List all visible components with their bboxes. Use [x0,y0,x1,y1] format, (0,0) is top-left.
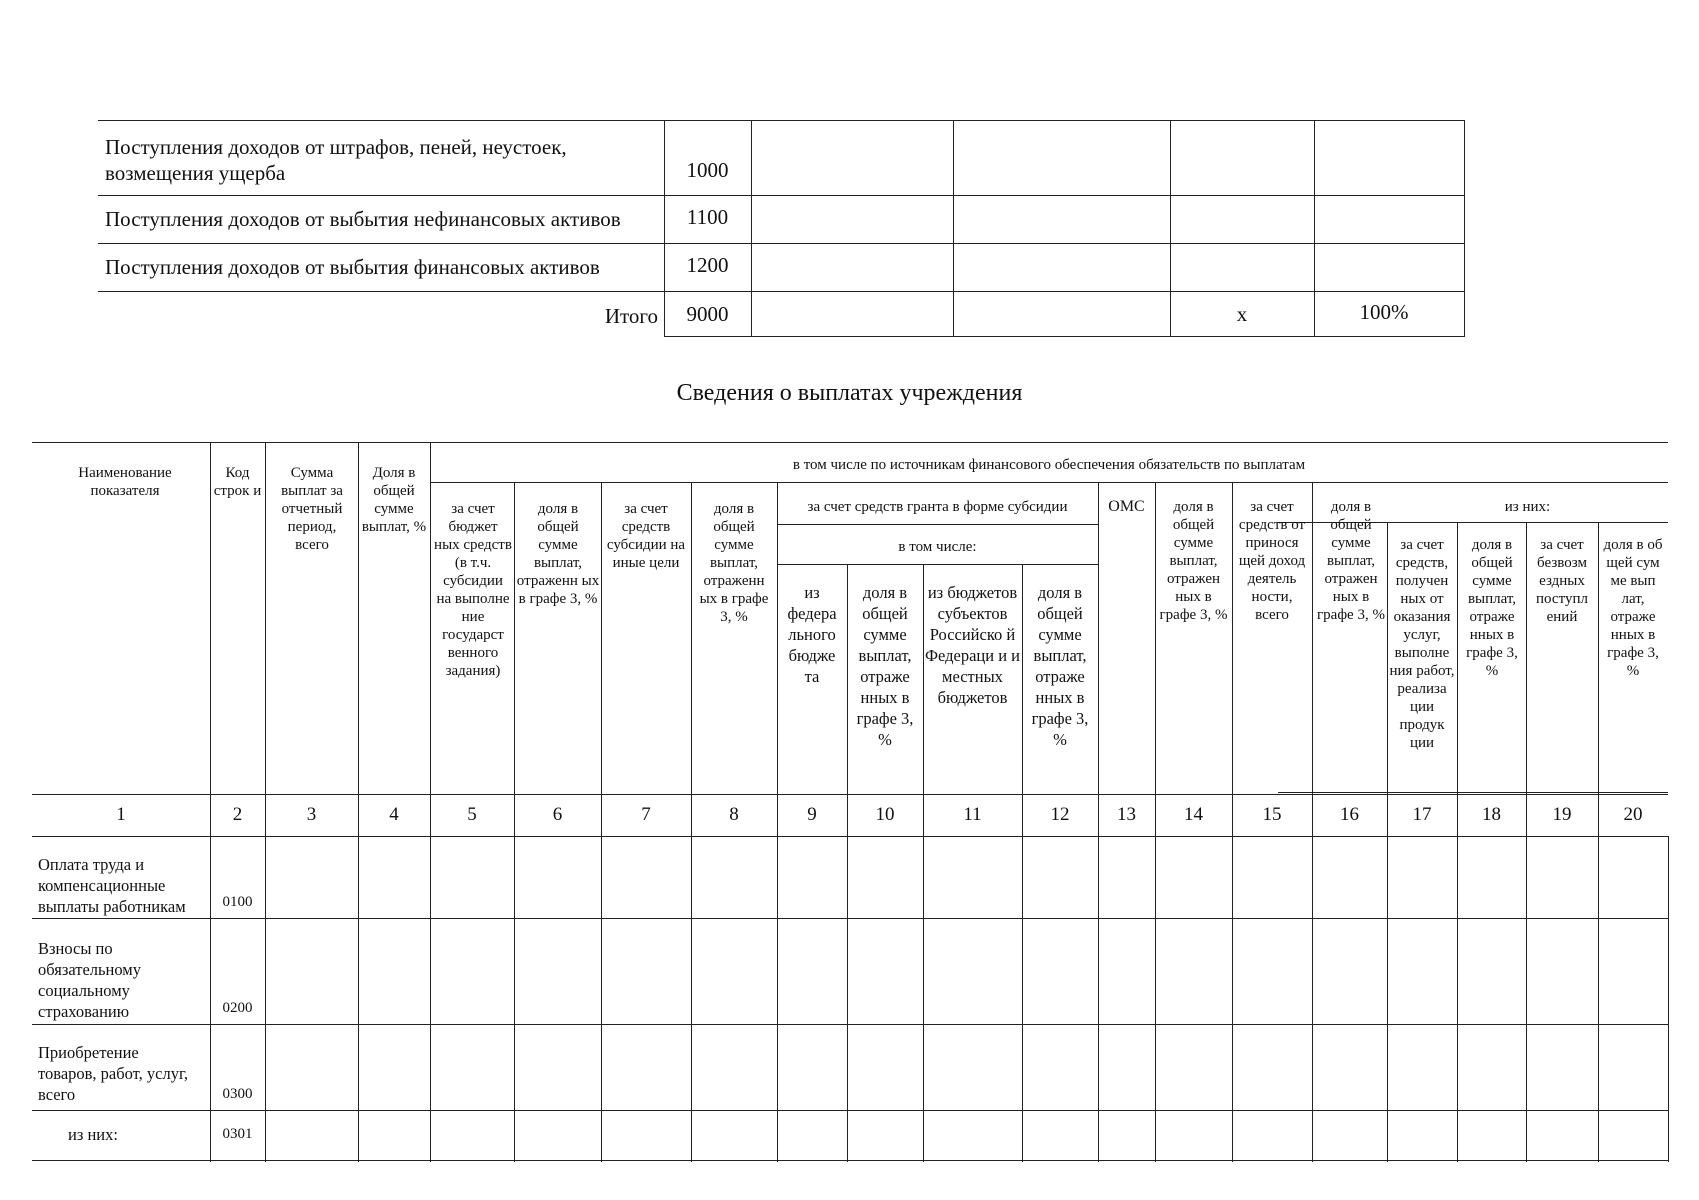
header-grant: за счет средств гранта в форме субсидии [807,499,1068,515]
section-title: Сведения о выплатах учреждения [676,380,1023,406]
column-number-8: 8 [729,804,739,825]
header-col14: доля в общей сумме выплат, отражен ных в графе 3, % [1159,499,1228,623]
row-code-of-them: 0301 [222,1126,253,1142]
total-col4: x [1236,302,1248,326]
column-number-13: 13 [1117,804,1136,825]
row-code-insurance: 0200 [222,1000,253,1016]
row-label-purchases: Приобретение товаров, работ, услуг, всего [38,1043,188,1104]
column-number-20: 20 [1623,804,1643,825]
header-col19: за счет безвозм ездных поступл ений [1536,537,1588,625]
column-number-3: 3 [306,804,317,825]
row-label-of-them: из них: [68,1125,118,1144]
column-number-6: 6 [552,804,563,825]
row-code-nonfinancial: 1100 [686,205,729,229]
header-col7: за счет средств субсидии на иные цели [606,501,686,571]
row-label-salary: Оплата труда и компенсационные выплаты работникам [38,855,186,916]
column-number-4: 4 [389,804,399,825]
column-number-12: 12 [1050,804,1070,825]
header-col15: за счет средств от принося щей доход деятель ности, всего [1238,499,1306,623]
total-col5: 100% [1359,300,1409,324]
column-number-9: 9 [807,804,817,825]
header-sum: Сумма выплат за отчетный период, всего [281,465,343,553]
column-number-16: 16 [1340,804,1359,825]
row-label-fines: Поступления доходов от штрафов, пеней, неустоек, возмещения ущерба [105,135,567,185]
header-sources: в том числе по источникам финансового обеспечения обязательств по выплатам [792,457,1306,473]
column-number-1: 1 [116,804,126,825]
row-code-financial: 1200 [686,253,729,277]
row-label-insurance: Взносы по обязательному социальному страхованию [38,939,141,1021]
total-code: 9000 [686,302,729,326]
total-label: Итого [604,304,658,328]
header-col18: доля в общей сумме выплат, отраже нных в графе 3, % [1466,537,1518,679]
row-label-nonfinancial: Поступления доходов от выбытия нефинансовых активов [105,207,621,231]
header-name: Наименование показателя [78,465,172,499]
column-number-14: 14 [1184,804,1203,825]
income-table [98,120,1464,337]
header-col10: доля в общей сумме выплат, отраже нных в графе 3, % [856,583,914,749]
column-number-5: 5 [467,804,477,825]
header-col16: доля в общей сумме выплат, отражен ных в графе 3, % [1317,499,1385,623]
row-code-salary: 0100 [222,894,253,910]
header-code: Код строк и [213,465,262,499]
column-number-2: 2 [232,804,243,825]
header-col13: ОМС [1108,498,1145,515]
row-label-financial: Поступления доходов от выбытия финансовых активов [105,255,600,279]
header-col17: за счет средств, получен ных от оказания услуг, выполне ния работ, реализа ции продук ции [1389,537,1455,751]
column-number-15: 15 [1262,804,1282,825]
row-code-fines: 1000 [686,158,729,182]
header-of-them: из них: [1504,499,1551,515]
column-number-18: 18 [1482,804,1501,825]
header-col20: доля в об щей сум ме вып лат, отраже нных в графе 3, % [1603,537,1663,679]
header-col8: доля в общей сумме выплат, отраженн ых в графе 3, % [699,501,769,625]
row-code-purchases: 0300 [222,1086,253,1102]
header-col12: доля в общей сумме выплат, отраже нных в графе 3, % [1031,583,1089,749]
header-col5: за счет бюджет ных средств (в т.ч. субсидии на выполне ние государст венного задания) [434,501,512,679]
header-share: Доля в общей сумме выплат, % [361,465,427,535]
header-col6: доля в общей сумме выплат, отраженн ых в графе 3, % [516,501,600,607]
column-number-11: 11 [963,804,982,825]
payments-table [32,442,1668,1164]
column-number-17: 17 [1412,804,1432,825]
column-number-19: 19 [1552,804,1572,825]
header-including: в том числе: [898,539,977,555]
column-number-10: 10 [875,804,895,825]
header-col11: из бюджетов субъектов Российско й Федераци и и местных бюджетов [925,583,1021,707]
column-number-7: 7 [641,804,651,825]
header-col9: из федера льного бюдже та [787,583,837,686]
